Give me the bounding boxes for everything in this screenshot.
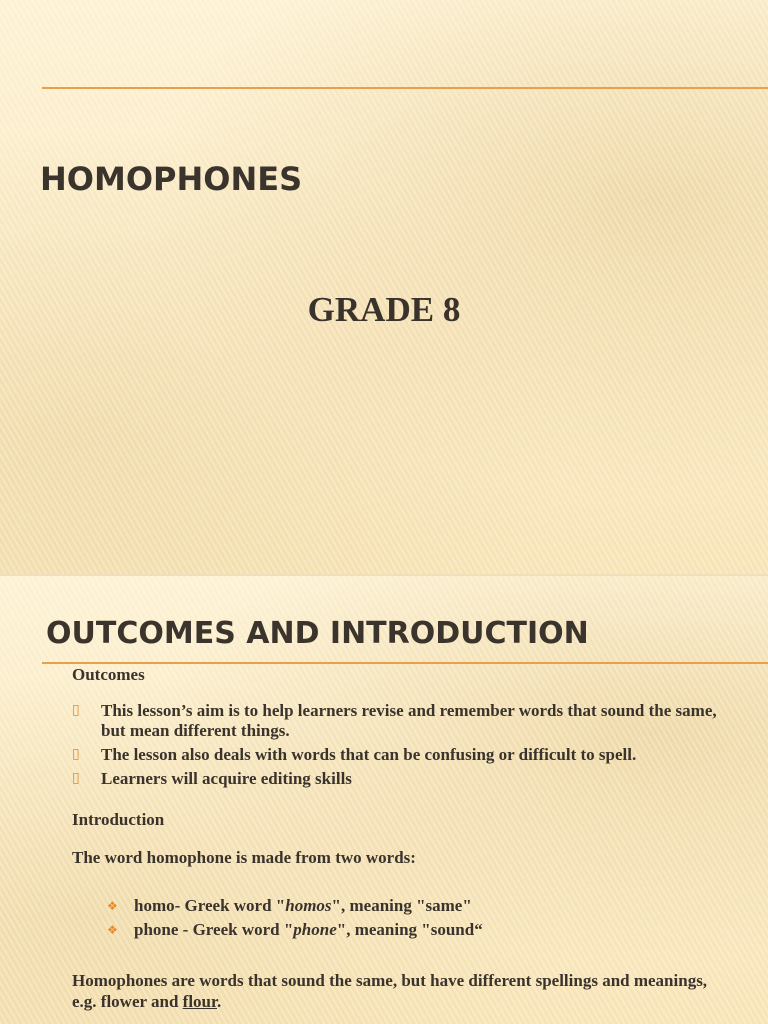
list-item: ❖ phone - Greek word "phone", meaning "sound“ — [107, 918, 707, 942]
intro-sentence: The word homophone is made from two words: — [72, 848, 416, 867]
outcome-text: The lesson also deals with words that can be confusing or difficult to spell. — [101, 745, 637, 764]
greek-word: homos — [285, 896, 332, 915]
slide-title: OUTCOMES AND INTRODUCTION — [46, 616, 589, 651]
list-item — [72, 769, 732, 789]
example-word: flour — [182, 992, 217, 1011]
bullet-icon: ▯ — [72, 746, 80, 762]
title-rule — [42, 87, 768, 89]
outcomes-heading: Outcomes — [72, 665, 145, 684]
introduction-heading: Introduction — [72, 810, 165, 829]
outcomes-list — [72, 701, 732, 793]
content-slide — [0, 576, 768, 1024]
slide-title: HOMOPHONES — [40, 160, 303, 198]
definition-paragraph: Homophones are words that sound the same, but have different spellings and meanings, e.g. flower and flour. — [72, 971, 708, 1011]
list-item — [72, 701, 732, 741]
bullet-icon: ▯ — [72, 770, 80, 786]
bullet-icon: ▯ — [72, 702, 80, 718]
diamond-bullet-icon: ❖ — [107, 899, 118, 913]
diamond-bullet-icon: ❖ — [107, 923, 118, 937]
list-item: ❖ homo- Greek word "homos", meaning "same" — [107, 894, 707, 918]
word-roots-list — [107, 894, 707, 942]
slide-subtitle: GRADE 8 — [307, 290, 461, 329]
outcome-text: Learners will acquire editing skills — [101, 769, 352, 788]
greek-word: phone — [293, 920, 337, 939]
outcome-text: This lesson’s aim is to help learners revise and remember words that sound the same, but mean different things. — [101, 701, 717, 740]
list-item — [72, 745, 732, 765]
title-rule — [42, 662, 768, 664]
